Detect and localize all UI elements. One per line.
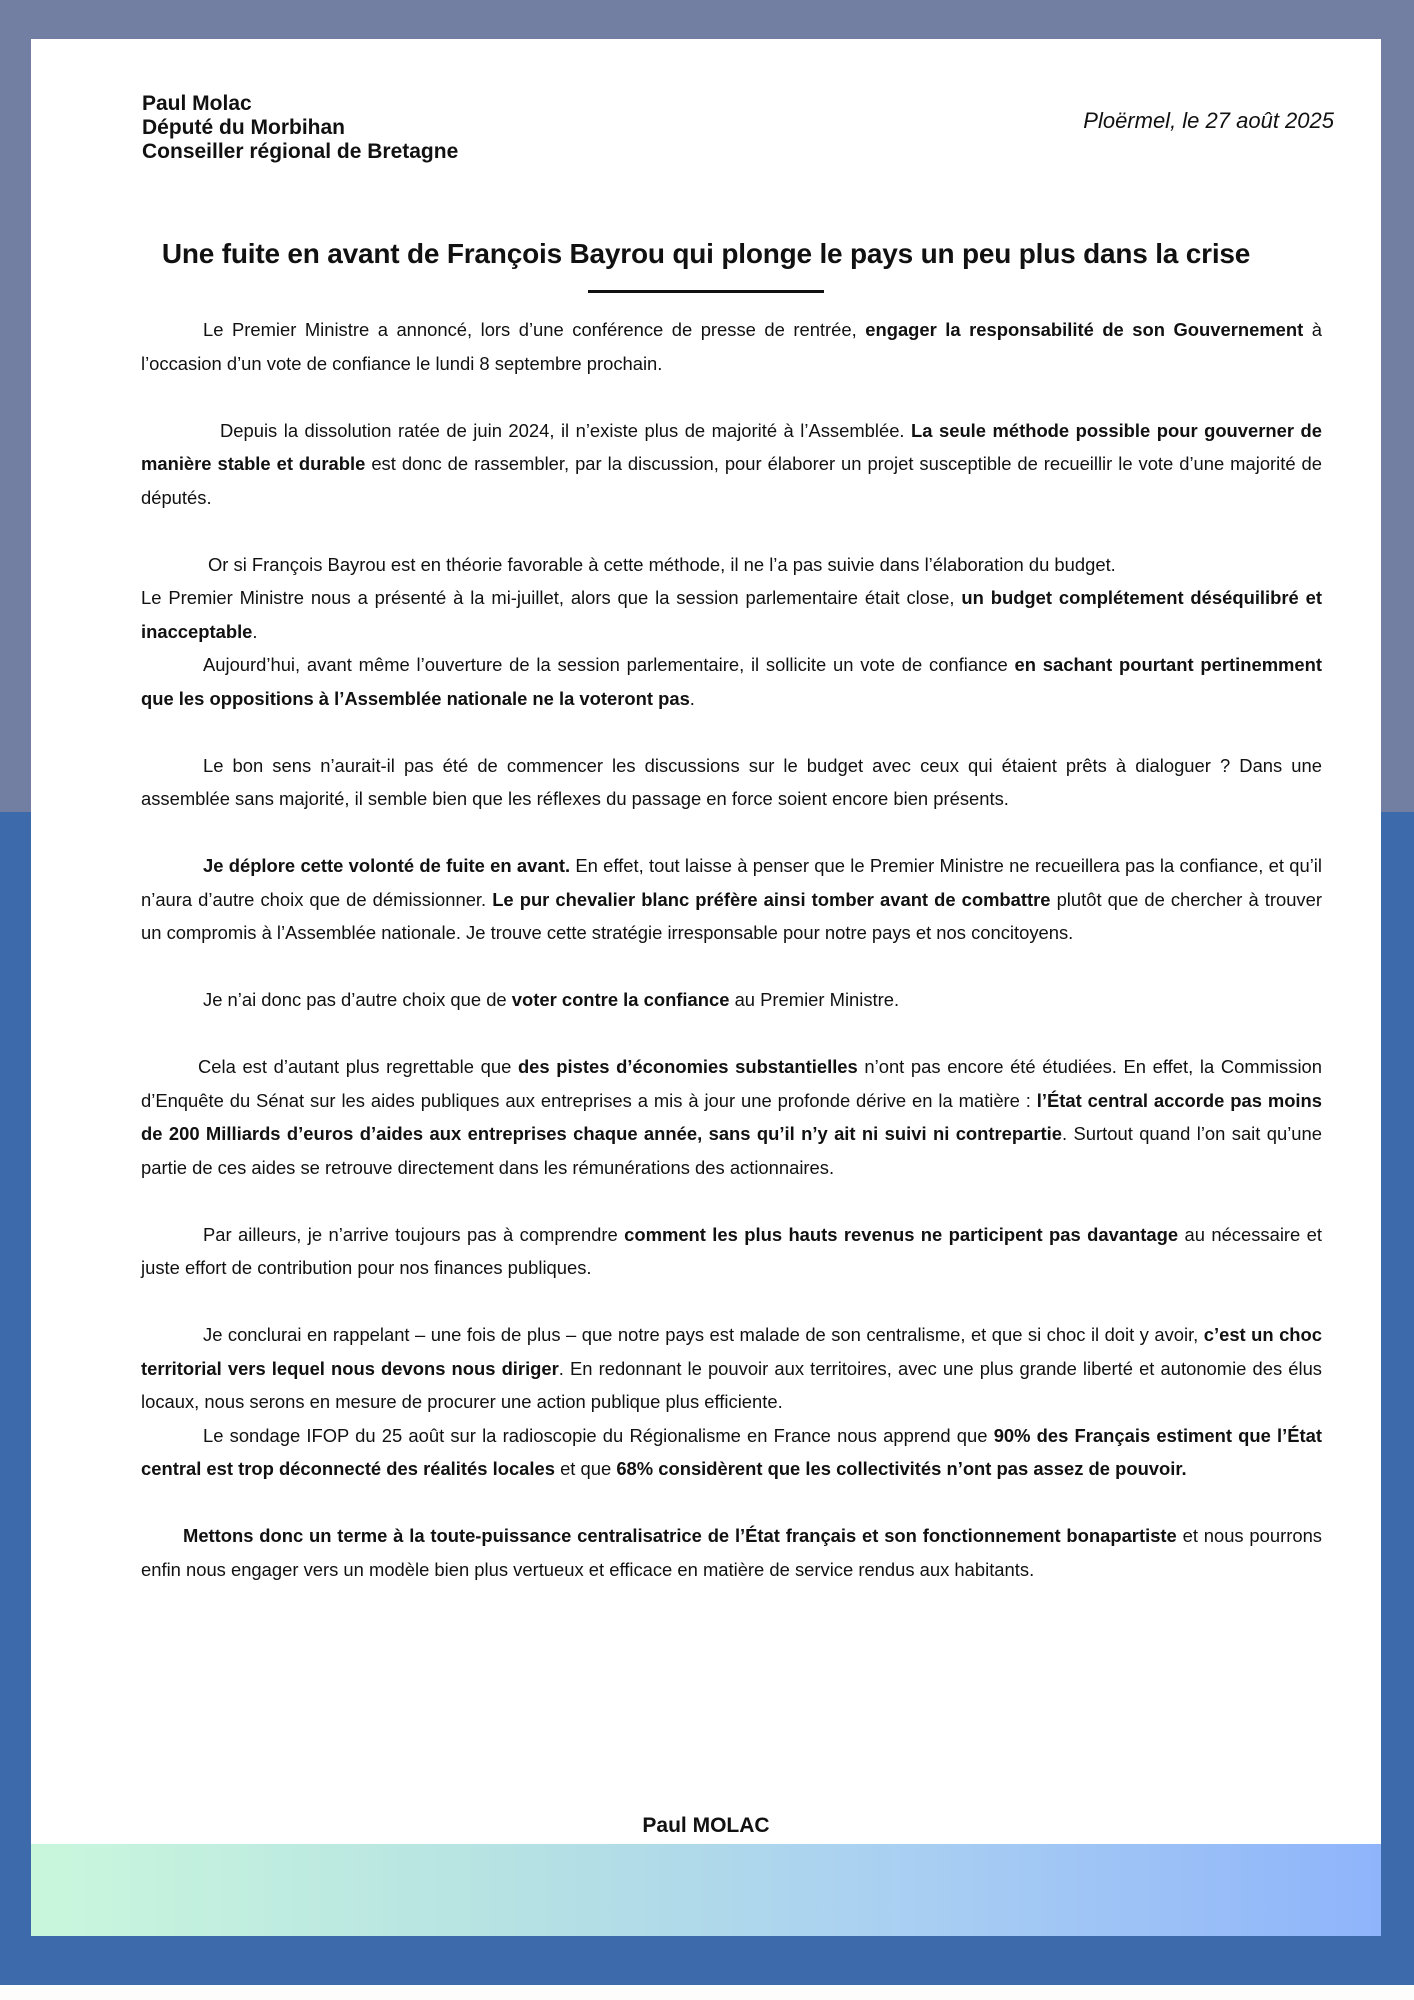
paragraph-3-line-2 bbox=[141, 581, 1322, 648]
letter-body bbox=[141, 313, 1322, 1586]
paragraph-text: . bbox=[252, 620, 258, 642]
paragraph-text: Le sondage IFOP du 25 août sur la radioscopie du Régionalisme en France nous apprend que bbox=[203, 1424, 994, 1446]
paragraph-emphasis: un budget complétement déséquilibré et inacceptable bbox=[141, 587, 1322, 642]
paragraph-text: à l’occasion d’un vote de confiance le lundi 8 septembre prochain. bbox=[141, 319, 1322, 374]
paragraph-emphasis: 68% considèrent que les collectivités n’ont pas assez de pouvoir. bbox=[616, 1458, 1187, 1479]
paragraph-text: plutôt que de chercher à trouver un compromis à l’Assemblée nationale. Je trouve cette stratégie irresponsable pour notre pays et nos concitoyens. bbox=[141, 888, 1322, 943]
paragraph-10 bbox=[141, 1318, 1322, 1419]
signature: Paul MOLAC bbox=[642, 1814, 770, 1837]
paragraph-emphasis: Je déplore cette volonté de fuite en avant. bbox=[203, 855, 571, 876]
paragraph-text: En effet, tout laisse à penser que le Premier Ministre ne recueillera pas la confiance, et qu’il n’aura d’autre choix que de démissionner. bbox=[141, 855, 1322, 910]
paragraph-text: Par ailleurs, je n’arrive toujours pas à comprendre bbox=[203, 1223, 625, 1245]
paragraph-emphasis: des pistes d’économies substantielles bbox=[517, 1056, 858, 1077]
paragraph-2 bbox=[141, 414, 1322, 515]
paragraph-emphasis: l’État central accorde pas moins de 200 Milliards d’euros d’aides aux entreprises chaque année, sans qu’il n’y ait ni suivi ni contrepartie bbox=[141, 1089, 1323, 1144]
paragraph-text: Le bon sens n’aurait-il pas été de commencer les discussions sur le budget avec ceux qui étaient prêts à dialoguer ? Dans une assemblée sans majorité, il semble bien que les réflexes du passage en force soient encore bien présents. bbox=[141, 754, 1322, 809]
sender-role-deputy: Député du Morbihan bbox=[142, 116, 345, 139]
paragraph-8 bbox=[141, 1050, 1322, 1184]
paragraph-12 bbox=[141, 1519, 1322, 1586]
paragraph-text: Depuis la dissolution ratée de juin 2024, il n’existe plus de majorité à l’Assemblée. bbox=[220, 419, 912, 441]
paragraph-9 bbox=[141, 1218, 1322, 1285]
sender-name: Paul Molac bbox=[142, 92, 252, 115]
paragraph-emphasis: La seule méthode possible pour gouverner de manière stable et durable bbox=[141, 419, 1322, 474]
paragraph-text: Je n’ai donc pas d’autre choix que de bbox=[203, 989, 512, 1010]
paragraph-11 bbox=[141, 1419, 1322, 1486]
paragraph-text: Aujourd’hui, avant même l’ouverture de la session parlementaire, il sollicite un vote de confiance bbox=[203, 654, 1015, 675]
paragraph-text: est donc de rassembler, par la discussion, pour élaborer un projet susceptible de recueillir le vote d’une majorité de députés. bbox=[141, 453, 1323, 508]
sender-block bbox=[142, 92, 458, 164]
title-underline-rule bbox=[588, 290, 824, 293]
paragraph-text: . bbox=[689, 687, 695, 709]
paragraph-text: Or si François Bayrou est en théorie favorable à cette méthode, il ne l’a pas suivie dans l’élaboration du budget. bbox=[208, 553, 1116, 575]
paragraph-text: . Surtout quand l’on sait qu’une partie de ces aides se retrouve directement dans les rémunérations des actionnaires. bbox=[141, 1123, 1322, 1178]
paragraph-emphasis: 90% des Français estiment que l’État central est trop déconnecté des réalités locales bbox=[141, 1424, 1322, 1479]
paragraph-text: . En redonnant le pouvoir aux territoires, avec une plus grande liberté et autonomie des élus locaux, nous serons en mesure de procurer une action publique plus efficiente. bbox=[141, 1357, 1322, 1412]
paragraph-emphasis: engager la responsabilité de son Gouvernement bbox=[865, 319, 1304, 340]
paragraph-emphasis: c’est un choc territorial vers lequel nous devons nous diriger bbox=[141, 1324, 1322, 1379]
paragraph-text: Le Premier Ministre a annoncé, lors d’une conférence de presse de rentrée, bbox=[203, 319, 866, 340]
paragraph-text: Cela est d’autant plus regrettable que bbox=[198, 1056, 518, 1077]
paragraph-text: au Premier Ministre. bbox=[729, 989, 900, 1010]
background-bottom-strip bbox=[0, 1985, 1414, 2000]
paragraph-5 bbox=[141, 749, 1322, 816]
paragraph-text: Je conclurai en rappelant – une fois de plus – que notre pays est malade de son centralisme, et que si choc il doit y avoir, bbox=[203, 1324, 1204, 1345]
paragraph-text: et que bbox=[554, 1458, 617, 1479]
paragraph-text: n’ont pas encore été étudiées. En effet, la Commission d’Enquête du Sénat sur les aides publiques aux entreprises a mis à jour une profonde dérive en la matière : bbox=[141, 1056, 1322, 1111]
paragraph-emphasis: en sachant pourtant pertinemment que les oppositions à l’Assemblée nationale ne la voteront pas bbox=[141, 654, 1322, 709]
paragraph-text: Le Premier Ministre nous a présenté à la mi-juillet, alors que la session parlementaire était close, bbox=[141, 587, 962, 608]
paragraph-text: et nous pourrons enfin nous engager vers un modèle bien plus vertueux et efficace en matière de service rendus aux habitants. bbox=[141, 1525, 1322, 1580]
paragraph-6 bbox=[141, 849, 1322, 950]
paragraph-7 bbox=[141, 983, 1322, 1017]
footer-gradient-band bbox=[31, 1844, 1381, 1936]
paragraph-text: au nécessaire et juste effort de contribution pour nos finances publiques. bbox=[141, 1223, 1323, 1278]
place-and-date: Ploërmel, le 27 août 2025 bbox=[1083, 108, 1334, 133]
paragraph-emphasis: Le pur chevalier blanc préfère ainsi tomber avant de combattre bbox=[492, 888, 1051, 910]
paragraph-3-line-1 bbox=[141, 548, 1322, 582]
paragraph-emphasis: Mettons donc un terme à la toute-puissance centralisatrice de l’État français et son fonctionnement bonapartiste bbox=[183, 1525, 1177, 1546]
document-title: Une fuite en avant de François Bayrou qui plonge le pays un peu plus dans la crise bbox=[161, 238, 1251, 269]
sender-role-councillor: Conseiller régional de Bretagne bbox=[142, 140, 459, 163]
paragraph-4 bbox=[141, 648, 1322, 715]
paragraph-emphasis: voter contre la confiance bbox=[511, 989, 730, 1010]
paragraph-emphasis: comment les plus hauts revenus ne participent pas davantage bbox=[624, 1223, 1179, 1245]
paragraph-1 bbox=[141, 313, 1322, 380]
